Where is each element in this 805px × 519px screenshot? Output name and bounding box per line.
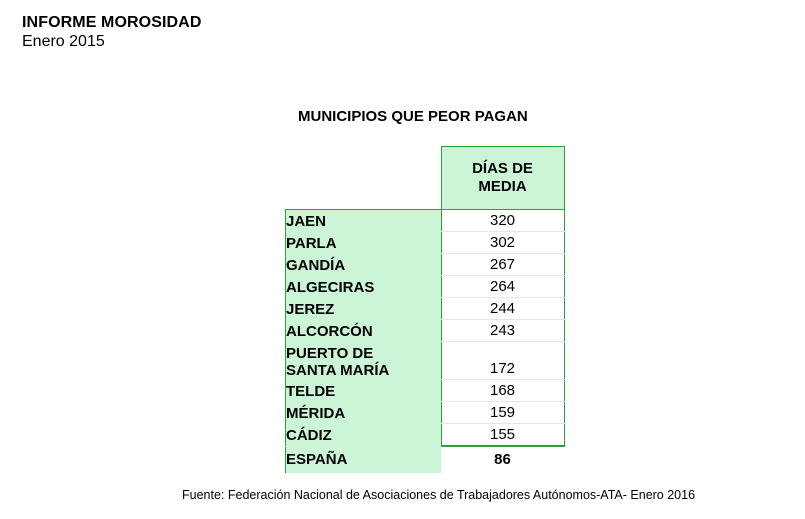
table-row	[286, 402, 565, 424]
table-row	[286, 424, 565, 447]
header-blank-cell	[286, 147, 442, 210]
dias-value: 168	[441, 380, 564, 402]
municipio-name: JEREZ	[286, 298, 442, 320]
municipio-name: GANDÍA	[286, 254, 442, 276]
source-note: Fuente: Federación Nacional de Asociaciones de Trabajadores Autónomos-ATA- Enero 2016	[182, 488, 696, 502]
dias-value: 172	[441, 342, 564, 380]
morosidad-table	[285, 146, 565, 473]
report-title: INFORME MOROSIDAD	[22, 14, 202, 31]
dias-value: 155	[441, 424, 564, 447]
table-row	[286, 298, 565, 320]
table-row	[286, 232, 565, 254]
municipio-name: MÉRIDA	[286, 402, 442, 424]
dias-value: 243	[441, 320, 564, 342]
dias-value: 302	[441, 232, 564, 254]
total-value: 86	[494, 451, 511, 468]
dias-value: 320	[441, 210, 564, 232]
municipio-name-line2: SANTA MARÍA	[286, 361, 390, 379]
dias-value: 244	[441, 298, 564, 320]
report-date: Enero 2015	[22, 33, 105, 50]
dias-value: 264	[441, 276, 564, 298]
municipio-name: TELDE	[286, 380, 442, 402]
dias-value: 159	[441, 402, 564, 424]
table-row	[286, 210, 565, 232]
municipio-name: JAEN	[286, 210, 442, 232]
table-row	[286, 342, 565, 380]
municipio-name-line1: PUERTO DE	[286, 344, 374, 362]
dias-value: 267	[441, 254, 564, 276]
municipio-name: ALGECIRAS	[286, 276, 442, 298]
municipio-name: CÁDIZ	[286, 424, 442, 447]
total-label: ESPAÑA	[286, 446, 442, 473]
table-row	[286, 380, 565, 402]
municipio-name: PARLA	[286, 232, 442, 254]
table-header-row	[286, 147, 565, 210]
table-row	[286, 254, 565, 276]
column-header-dias-media	[441, 147, 564, 210]
table-row	[286, 320, 565, 342]
column-header-line1: DÍAS DE	[472, 160, 533, 177]
table-title: MUNICIPIOS QUE PEOR PAGAN	[298, 108, 528, 125]
table-row	[286, 276, 565, 298]
municipio-name: ALCORCÓN	[286, 320, 442, 342]
municipio-name	[286, 342, 442, 380]
column-header-line2: MEDIA	[478, 178, 527, 195]
table-total-row	[286, 446, 565, 473]
